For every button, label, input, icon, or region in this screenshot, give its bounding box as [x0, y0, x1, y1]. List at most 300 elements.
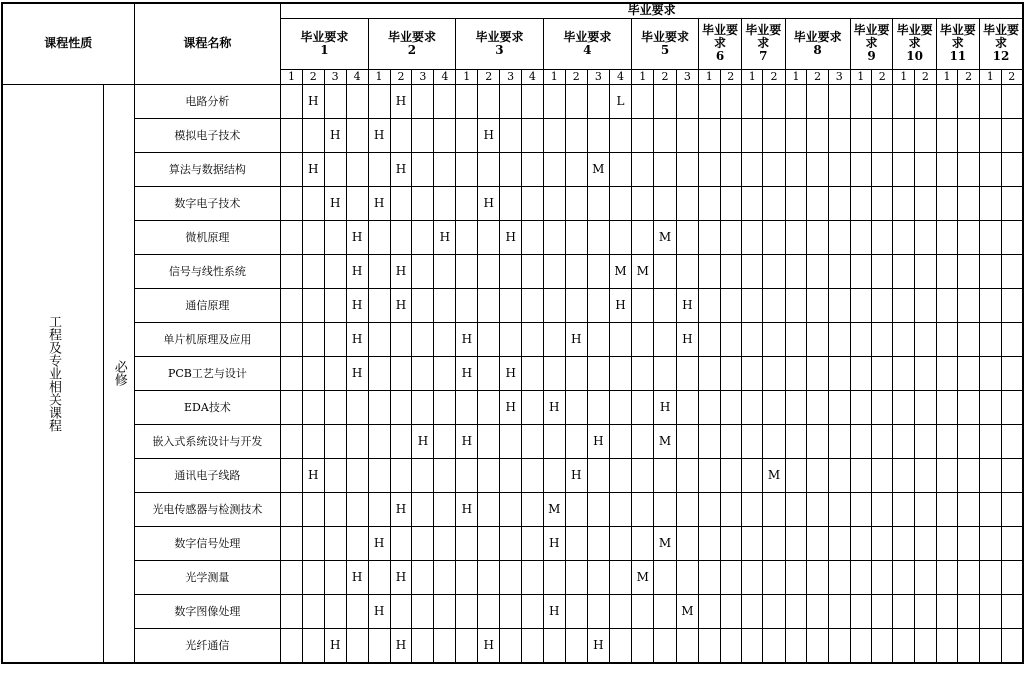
support-level-cell — [893, 118, 915, 152]
support-level-cell — [720, 628, 741, 663]
sub-indicator-header: 1 — [785, 69, 807, 84]
support-level-cell — [720, 322, 741, 356]
support-level-cell — [390, 356, 412, 390]
support-level-cell — [281, 492, 302, 526]
grad-req-label: 毕业要求 — [701, 23, 738, 50]
support-level-cell — [872, 152, 893, 186]
support-level-cell — [720, 84, 741, 118]
header-grad-req-4 — [543, 18, 631, 69]
support-level-cell: H — [500, 356, 522, 390]
support-level-cell — [565, 492, 587, 526]
support-level-cell — [478, 84, 500, 118]
support-level-cell — [543, 84, 565, 118]
support-level-cell — [828, 356, 850, 390]
support-level-cell — [828, 560, 850, 594]
sub-indicator-header: 3 — [500, 69, 522, 84]
support-level-cell — [587, 186, 609, 220]
support-level-cell — [850, 288, 871, 322]
support-level-cell — [632, 390, 654, 424]
support-level-cell: M — [543, 492, 565, 526]
support-level-cell — [587, 254, 609, 288]
sub-indicator-header: 4 — [522, 69, 543, 84]
support-level-cell — [872, 390, 893, 424]
support-level-cell — [346, 186, 368, 220]
support-level-cell — [936, 594, 958, 628]
support-level-cell — [720, 186, 741, 220]
support-level-cell — [785, 492, 807, 526]
support-level-cell — [434, 526, 456, 560]
support-level-cell — [609, 628, 631, 663]
table-row — [2, 424, 1023, 458]
support-level-cell — [763, 254, 785, 288]
support-level-cell — [632, 526, 654, 560]
support-level-cell — [434, 458, 456, 492]
support-level-cell — [979, 118, 1001, 152]
support-level-cell — [720, 254, 741, 288]
sub-indicator-header: 2 — [807, 69, 829, 84]
support-level-cell — [1001, 220, 1023, 254]
support-level-cell — [872, 84, 893, 118]
support-level-cell — [699, 492, 720, 526]
support-level-cell — [434, 424, 456, 458]
support-level-cell — [807, 458, 829, 492]
support-level-cell — [741, 152, 762, 186]
support-level-cell — [632, 594, 654, 628]
grad-req-label: 毕业要求 — [641, 29, 690, 44]
support-level-cell: H — [565, 458, 587, 492]
support-level-cell — [850, 322, 871, 356]
support-level-cell — [720, 288, 741, 322]
table-row — [2, 628, 1023, 663]
support-level-cell — [872, 526, 893, 560]
support-level-cell — [434, 594, 456, 628]
support-level-cell — [720, 152, 741, 186]
header-grad-req-11 — [936, 18, 979, 69]
support-level-cell — [654, 458, 676, 492]
support-level-cell — [346, 118, 368, 152]
support-level-cell — [654, 628, 676, 663]
support-level-cell — [324, 356, 346, 390]
support-level-cell — [850, 458, 871, 492]
support-level-cell — [324, 594, 346, 628]
support-level-cell — [324, 220, 346, 254]
header-grad-req-1 — [281, 18, 368, 69]
support-level-cell — [654, 356, 676, 390]
support-level-cell — [478, 322, 500, 356]
support-level-cell — [478, 526, 500, 560]
support-level-cell — [720, 526, 741, 560]
support-level-cell — [456, 220, 478, 254]
support-level-cell — [456, 628, 478, 663]
support-level-cell — [850, 220, 871, 254]
support-level-cell — [958, 424, 980, 458]
grad-req-number: 10 — [906, 49, 923, 63]
support-level-cell — [915, 458, 937, 492]
support-level-cell — [500, 118, 522, 152]
support-level-cell — [478, 390, 500, 424]
support-level-cell — [346, 594, 368, 628]
course-name: 单片机原理及应用 — [134, 322, 281, 356]
support-level-cell — [676, 628, 698, 663]
sub-indicator-header: 3 — [676, 69, 698, 84]
support-level-cell — [1001, 492, 1023, 526]
grad-req-number: 11 — [949, 49, 967, 63]
sub-indicator-header: 2 — [720, 69, 741, 84]
support-level-cell — [302, 424, 324, 458]
support-level-cell — [828, 288, 850, 322]
grad-req-number: 9 — [867, 49, 876, 63]
support-level-cell — [478, 560, 500, 594]
support-level-cell: H — [456, 492, 478, 526]
support-level-cell — [828, 594, 850, 628]
table-row — [2, 254, 1023, 288]
sub-indicator-header: 1 — [543, 69, 565, 84]
support-level-cell — [763, 390, 785, 424]
support-level-cell — [807, 390, 829, 424]
support-level-cell — [850, 492, 871, 526]
support-level-cell — [565, 356, 587, 390]
support-level-cell: H — [654, 390, 676, 424]
support-level-cell — [893, 492, 915, 526]
support-level-cell — [741, 390, 762, 424]
table-row — [2, 356, 1023, 390]
sub-indicator-header: 2 — [390, 69, 412, 84]
support-level-cell — [699, 424, 720, 458]
support-level-cell — [632, 152, 654, 186]
support-level-cell — [720, 594, 741, 628]
support-level-cell — [302, 526, 324, 560]
header-grad-req-3 — [456, 18, 543, 69]
support-level-cell — [368, 458, 390, 492]
support-level-cell — [543, 356, 565, 390]
support-level-cell — [979, 152, 1001, 186]
support-level-cell — [478, 594, 500, 628]
support-level-cell — [893, 220, 915, 254]
support-level-cell — [958, 288, 980, 322]
support-level-cell — [915, 424, 937, 458]
grad-req-number: 2 — [407, 42, 417, 57]
support-level-cell: H — [302, 458, 324, 492]
support-level-cell — [979, 594, 1001, 628]
support-level-cell — [522, 118, 543, 152]
table-row — [2, 118, 1023, 152]
support-level-cell — [412, 322, 434, 356]
support-level-cell — [958, 390, 980, 424]
support-level-cell — [412, 492, 434, 526]
support-level-cell — [915, 628, 937, 663]
support-level-cell: H — [587, 424, 609, 458]
support-level-cell — [390, 424, 412, 458]
course-name: 嵌入式系统设计与开发 — [134, 424, 281, 458]
support-level-cell: M — [632, 560, 654, 594]
support-level-cell — [522, 492, 543, 526]
support-level-cell — [654, 492, 676, 526]
support-level-cell — [543, 186, 565, 220]
grad-req-label: 毕业要求 — [939, 23, 976, 50]
support-level-cell — [632, 628, 654, 663]
support-level-cell — [543, 424, 565, 458]
support-level-cell — [763, 594, 785, 628]
support-level-cell — [522, 220, 543, 254]
support-level-cell: H — [346, 220, 368, 254]
support-level-cell — [412, 84, 434, 118]
support-level-cell — [565, 594, 587, 628]
support-level-cell — [785, 526, 807, 560]
support-level-cell: H — [543, 594, 565, 628]
support-level-cell — [654, 254, 676, 288]
support-level-cell — [741, 628, 762, 663]
support-level-cell — [543, 628, 565, 663]
support-level-cell — [500, 84, 522, 118]
support-level-cell — [893, 390, 915, 424]
support-level-cell — [434, 84, 456, 118]
grad-req-label: 毕业要求 — [745, 23, 782, 50]
support-level-cell — [915, 526, 937, 560]
support-level-cell — [587, 288, 609, 322]
support-level-cell — [979, 492, 1001, 526]
support-level-cell — [346, 84, 368, 118]
support-level-cell — [699, 390, 720, 424]
table-row — [2, 492, 1023, 526]
support-level-cell: H — [565, 322, 587, 356]
course-name: 数字信号处理 — [134, 526, 281, 560]
support-level-cell — [412, 628, 434, 663]
support-level-cell: H — [368, 186, 390, 220]
support-level-cell — [785, 152, 807, 186]
support-level-cell: H — [390, 560, 412, 594]
support-level-cell — [281, 186, 302, 220]
support-level-cell — [587, 322, 609, 356]
table-row — [2, 322, 1023, 356]
course-requirement-matrix — [1, 2, 1024, 664]
support-level-cell — [893, 628, 915, 663]
support-level-cell — [587, 220, 609, 254]
support-level-cell — [807, 118, 829, 152]
course-name: 光学测量 — [134, 560, 281, 594]
support-level-cell — [500, 424, 522, 458]
support-level-cell — [676, 84, 698, 118]
support-level-cell: H — [368, 594, 390, 628]
support-level-cell — [302, 628, 324, 663]
support-level-cell — [1001, 356, 1023, 390]
support-level-cell — [979, 254, 1001, 288]
support-level-cell — [763, 152, 785, 186]
support-level-cell — [936, 220, 958, 254]
course-name: 信号与线性系统 — [134, 254, 281, 288]
support-level-cell — [522, 390, 543, 424]
support-level-cell — [872, 254, 893, 288]
grad-req-label: 毕业要求 — [793, 29, 842, 44]
support-level-cell — [872, 186, 893, 220]
support-level-cell — [456, 458, 478, 492]
support-level-cell — [609, 492, 631, 526]
support-level-cell — [807, 594, 829, 628]
support-level-cell — [979, 424, 1001, 458]
support-level-cell — [368, 220, 390, 254]
support-level-cell — [915, 322, 937, 356]
sub-indicator-header: 2 — [302, 69, 324, 84]
support-level-cell — [390, 526, 412, 560]
support-level-cell — [741, 424, 762, 458]
support-level-cell — [302, 594, 324, 628]
support-level-cell — [324, 288, 346, 322]
support-level-cell: H — [456, 424, 478, 458]
support-level-cell — [699, 152, 720, 186]
support-level-cell: M — [587, 152, 609, 186]
support-level-cell — [412, 560, 434, 594]
support-level-cell: H — [543, 390, 565, 424]
support-level-cell — [850, 560, 871, 594]
support-level-cell — [936, 152, 958, 186]
support-level-cell — [850, 254, 871, 288]
support-level-cell — [434, 152, 456, 186]
support-level-cell — [915, 118, 937, 152]
support-level-cell — [412, 152, 434, 186]
support-level-cell — [828, 220, 850, 254]
support-level-cell — [522, 288, 543, 322]
support-level-cell — [785, 254, 807, 288]
support-level-cell — [609, 390, 631, 424]
grad-req-number: 1 — [320, 42, 329, 57]
support-level-cell — [850, 594, 871, 628]
course-name: 算法与数据结构 — [134, 152, 281, 186]
support-level-cell — [434, 186, 456, 220]
support-level-cell — [543, 560, 565, 594]
support-level-cell — [741, 356, 762, 390]
support-level-cell — [979, 458, 1001, 492]
sub-indicator-header: 2 — [763, 69, 785, 84]
support-level-cell — [828, 322, 850, 356]
support-level-cell — [979, 356, 1001, 390]
support-level-cell — [936, 628, 958, 663]
table-row — [2, 220, 1023, 254]
support-level-cell — [893, 84, 915, 118]
support-level-cell — [456, 186, 478, 220]
support-level-cell — [850, 424, 871, 458]
support-level-cell — [565, 152, 587, 186]
course-category-label: 工程及专业相关课程 — [46, 314, 61, 432]
support-level-cell — [565, 186, 587, 220]
support-level-cell: H — [390, 288, 412, 322]
support-level-cell — [893, 424, 915, 458]
support-level-cell — [850, 390, 871, 424]
support-level-cell — [346, 458, 368, 492]
support-level-cell — [281, 322, 302, 356]
support-level-cell — [807, 356, 829, 390]
support-level-cell — [500, 288, 522, 322]
support-level-cell — [785, 288, 807, 322]
support-level-cell — [302, 288, 324, 322]
support-level-cell — [587, 492, 609, 526]
support-level-cell — [699, 288, 720, 322]
sub-indicator-header: 1 — [699, 69, 720, 84]
support-level-cell — [565, 254, 587, 288]
support-level-cell — [281, 356, 302, 390]
sub-indicator-header: 2 — [958, 69, 980, 84]
support-level-cell — [281, 152, 302, 186]
support-level-cell — [720, 118, 741, 152]
support-level-cell — [500, 458, 522, 492]
support-level-cell — [456, 84, 478, 118]
support-level-cell — [763, 356, 785, 390]
support-level-cell — [785, 186, 807, 220]
table-row — [2, 560, 1023, 594]
support-level-cell — [522, 560, 543, 594]
support-level-cell — [632, 118, 654, 152]
header-grad-req-9 — [850, 18, 893, 69]
support-level-cell — [522, 458, 543, 492]
support-level-cell — [872, 322, 893, 356]
support-level-cell: H — [676, 288, 698, 322]
support-level-cell: H — [676, 322, 698, 356]
support-level-cell — [456, 288, 478, 322]
support-level-cell — [741, 526, 762, 560]
support-level-cell — [324, 390, 346, 424]
support-level-cell: H — [346, 254, 368, 288]
support-level-cell — [368, 322, 390, 356]
sub-indicator-header: 3 — [412, 69, 434, 84]
support-level-cell — [1001, 390, 1023, 424]
support-level-cell — [676, 118, 698, 152]
support-level-cell — [654, 118, 676, 152]
support-level-cell — [281, 288, 302, 322]
support-level-cell — [1001, 594, 1023, 628]
header-grad-req-5 — [632, 18, 699, 69]
support-level-cell — [763, 322, 785, 356]
support-level-cell — [807, 254, 829, 288]
support-level-cell — [368, 492, 390, 526]
support-level-cell — [1001, 254, 1023, 288]
support-level-cell — [412, 594, 434, 628]
support-level-cell — [720, 424, 741, 458]
sub-indicator-header: 1 — [850, 69, 871, 84]
support-level-cell — [609, 424, 631, 458]
support-level-cell — [587, 390, 609, 424]
support-level-cell — [478, 458, 500, 492]
sub-indicator-header: 4 — [609, 69, 631, 84]
support-level-cell — [936, 84, 958, 118]
support-level-cell — [281, 628, 302, 663]
support-level-cell: H — [324, 628, 346, 663]
support-level-cell — [763, 628, 785, 663]
course-name: 数字图像处理 — [134, 594, 281, 628]
support-level-cell — [958, 526, 980, 560]
support-level-cell — [699, 560, 720, 594]
support-level-cell — [1001, 288, 1023, 322]
support-level-cell — [741, 84, 762, 118]
support-level-cell: H — [587, 628, 609, 663]
support-level-cell — [565, 220, 587, 254]
support-level-cell — [434, 492, 456, 526]
support-level-cell: H — [390, 628, 412, 663]
support-level-cell — [807, 220, 829, 254]
course-subcategory-label: 必修 — [111, 360, 127, 386]
support-level-cell — [587, 560, 609, 594]
support-level-cell — [522, 322, 543, 356]
support-level-cell — [281, 526, 302, 560]
support-level-cell — [609, 458, 631, 492]
support-level-cell — [500, 254, 522, 288]
sub-indicator-header: 1 — [281, 69, 302, 84]
support-level-cell — [522, 594, 543, 628]
support-level-cell — [565, 390, 587, 424]
support-level-cell: H — [390, 152, 412, 186]
sub-indicator-header: 4 — [434, 69, 456, 84]
support-level-cell — [281, 390, 302, 424]
support-level-cell — [281, 424, 302, 458]
table-row — [2, 84, 1023, 118]
support-level-cell — [741, 322, 762, 356]
